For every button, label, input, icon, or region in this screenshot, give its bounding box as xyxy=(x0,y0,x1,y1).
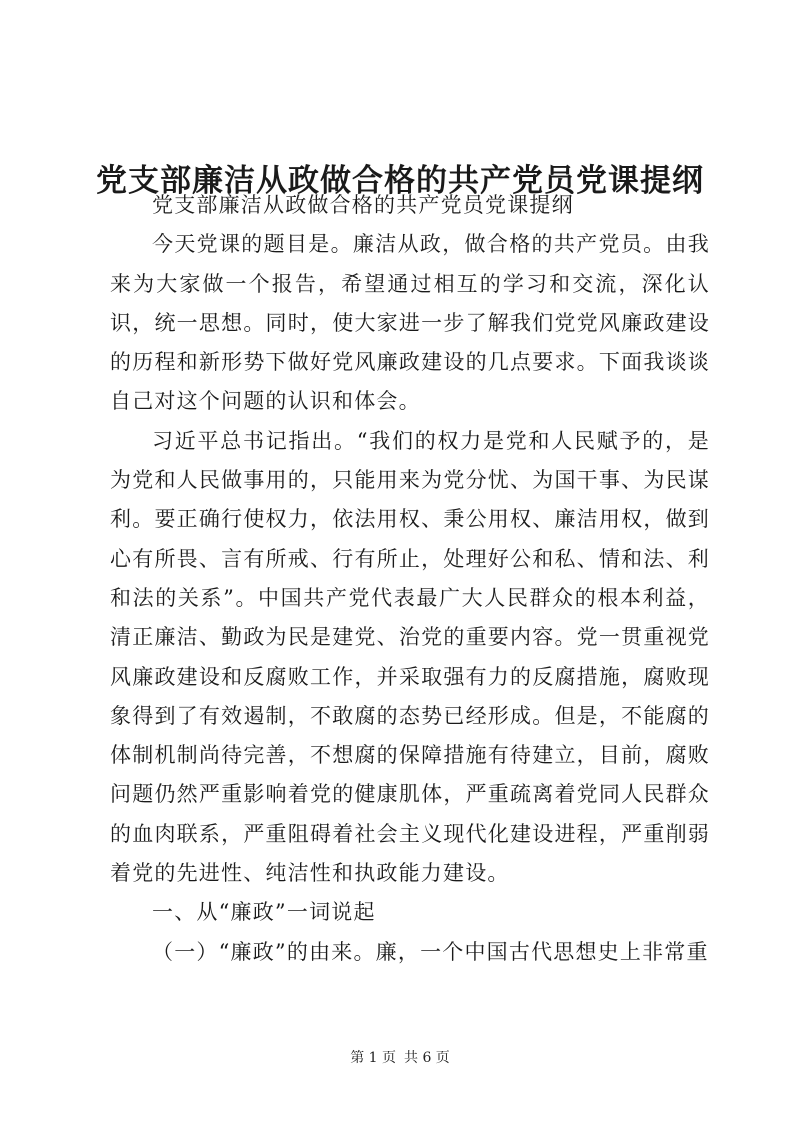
page-footer xyxy=(0,1048,800,1068)
page-number: 第 1 页 xyxy=(350,1050,396,1066)
paragraph-quote: 习近平总书记指出。“我们的权力是党和人民赋予的，是为党和人民做事用的，只能用来为党分忧、为国干事、为民谋利。要正确行使权力，依法用权、秉公用权、廉洁用权，做到心有所畏、言有所戒、行有所止，处理好公和私、情和法、利和法的关系”。中国共产党代表最广大人民群众的根本利益，清正廉洁、勤政为民是建党、治党的重要内容。党一贯重视党风廉政建设和反腐败工作，并采取强有力的反腐措施，腐败现象得到了有效遏制，不敢腐的态势已经形成。但是，不能腐的体制机制尚待完善，不想腐的保障措施有待建立，目前，腐败问题仍然严重影响着党的健康肌体，严重疏离着党同人民群众的血肉联系，严重阻碍着社会主义现代化建设进程，严重削弱着党的先进性、纯洁性和执政能力建设。 xyxy=(110,428,710,886)
paragraph-subsection: （一）“廉政”的由来。廉，一个中国古代思想史上非常重 xyxy=(152,939,709,964)
document-title: 党支部廉洁从政做合格的共产党员党课提纲 xyxy=(96,162,704,199)
paragraph-subtitle: 党支部廉洁从政做合格的共产党员党课提纲 xyxy=(152,193,574,217)
section-heading: 一、从“廉政”一词说起 xyxy=(152,900,376,925)
page-total: 共 6 页 xyxy=(404,1050,450,1066)
paragraph-intro: 今天党课的题目是。廉洁从政，做合格的共产党员。由我来为大家做一个报告，希望通过相互的学习和交流，深化认识，统一思想。同时，使大家进一步了解我们党党风廉政建设的历程和新形势下做好党风廉政建设的几点要求。下面我谈谈自己对这个问题的认识和体会。 xyxy=(110,232,710,414)
document-body xyxy=(110,186,710,972)
